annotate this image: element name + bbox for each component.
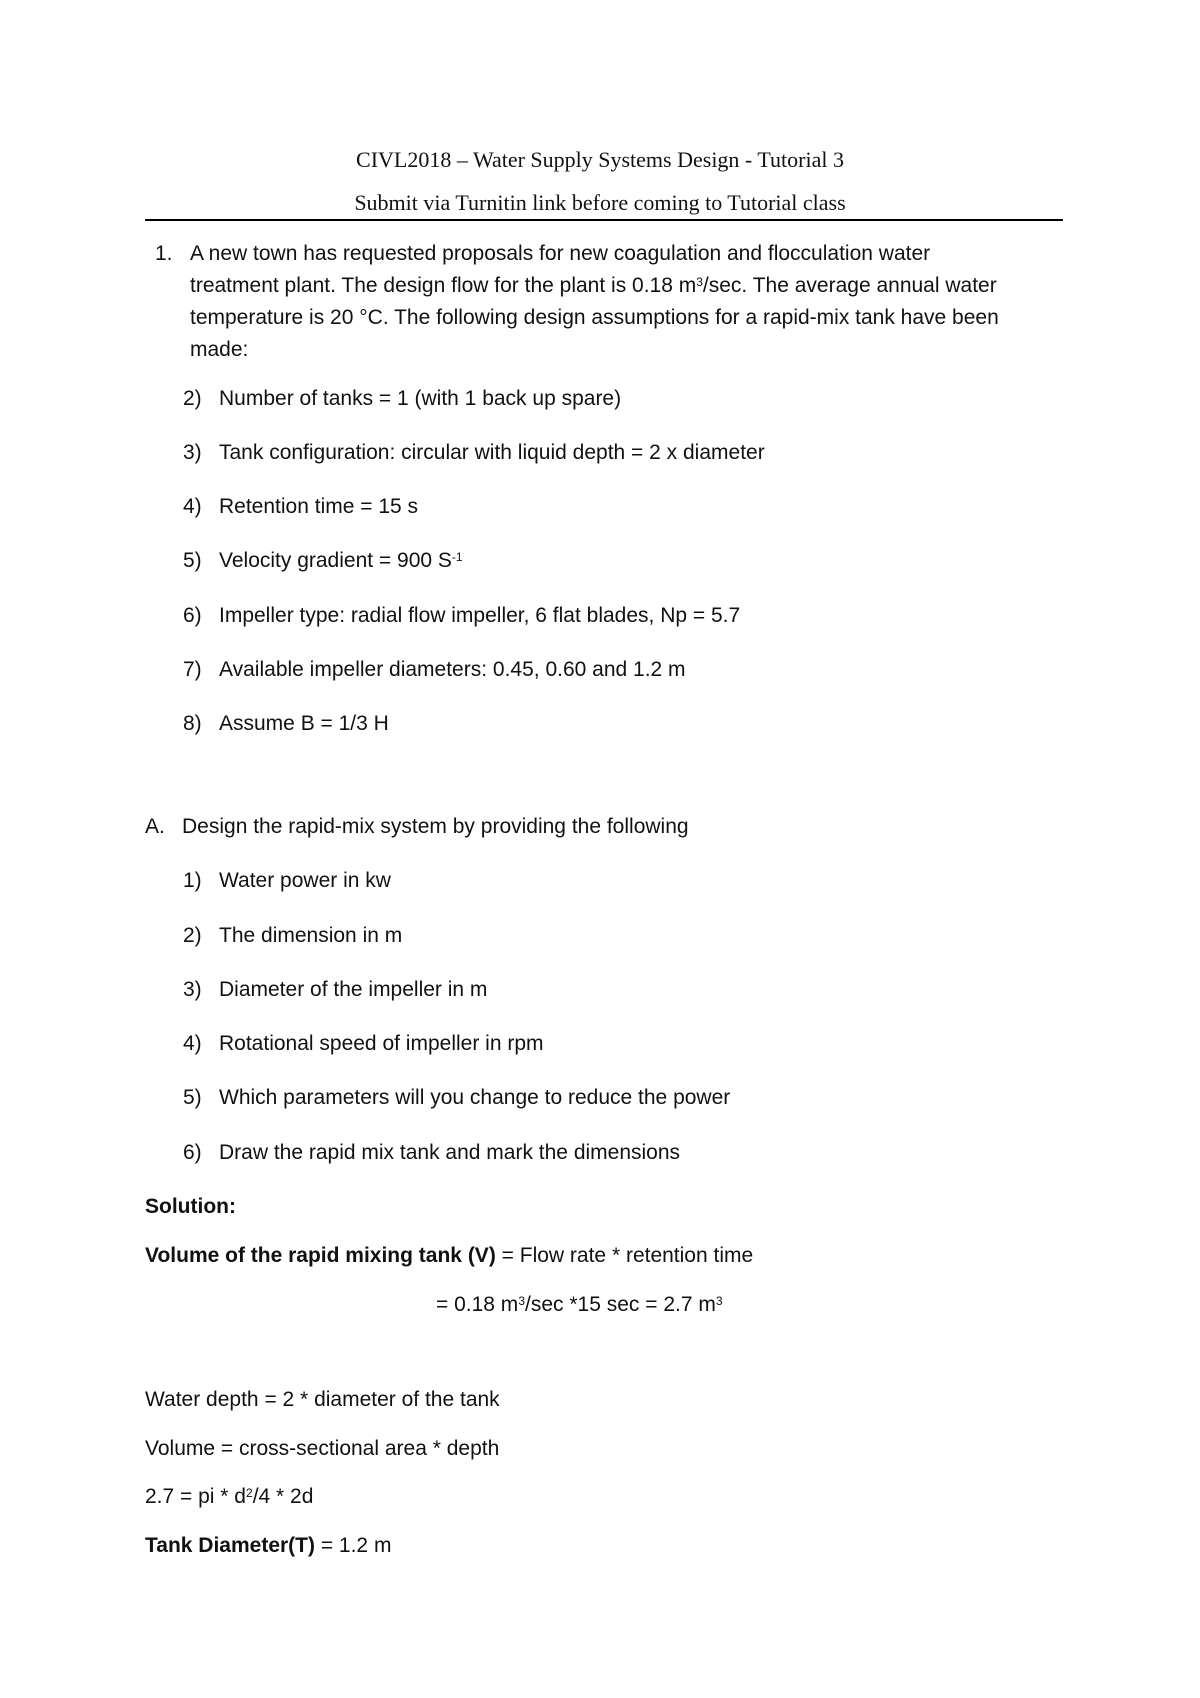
part-a-text: Design the rapid-mix system by providing the following (182, 815, 689, 838)
header-rule (145, 219, 1063, 221)
part-a-label: A. (145, 815, 165, 838)
solution-volume-calc: = 0.18 $m^3/\sec$ *15 sec = 2.7 $m^3$ (436, 1293, 723, 1316)
solution-diameter-line: Tank Diameter(T) = 1.2 m (145, 1534, 392, 1557)
solution-equation: 2.7 = pi * $d^2/4 * 2d$ (145, 1485, 314, 1508)
question-number: 1. (155, 242, 173, 265)
question-line-3: temperature is 20 °C. The following design assumptions for a rapid-mix tank have been (190, 306, 999, 329)
document-page: CIVL2018 – Water Supply Systems Design - Tutorial 3 Submit via Turnitin link before coming to Tutorial class 1. A new town has requested proposals for new coagulation and flocculation water treatment plant. The design flow for the plant is 0.18 $m^3/\sec$. The average annual water temperature is 20 °C. The following design assumptions for a rapid-mix tank have been made: 2) Number of tanks = 1 (with 1 back up spare) 3) Tank configuration: circular with liquid depth = 2 x diameter 4) Retention time = 15 s 5) Velocity gradient = 900 $S^{-1}$ 6) Impeller type: radial flow impeller, 6 flat blades, Np = 5.7 7) Available impeller diameters: 0.45, 0.60 and 1.2 m 8) Assume B = 1/3 H A. Design the rapid-mix system by providing the following 1) Water power in kw 2) The dimension in m 3) Diameter of the impeller in m 4) Rotational speed of impeller in rpm 5) Which parameters will you change to reduce the power 6) Draw the rapid mix tank and mark the dimensions Solution: Volume of the rapid mixing tank (V) = Flow rate * retention time = 0.18 $m^3/\sec$ *15 sec = 2.7 $m^3$ Water depth = 2 * diameter of the tank Volume = cross-sectional area * depth 2.7 = pi * $d^2/4 * 2d$ Tank Diameter(T) = 1.2 m (0, 0, 1200, 1698)
document-title: CIVL2018 – Water Supply Systems Design - Tutorial 3 (356, 147, 844, 172)
solution-depth-line: Water depth = 2 * diameter of the tank (145, 1388, 500, 1411)
solution-volume-line: Volume of the rapid mixing tank (V) = Flow rate * retention time (145, 1244, 754, 1267)
solution-heading: Solution: (145, 1195, 236, 1218)
document-subtitle: Submit via Turnitin link before coming to Tutorial class (354, 190, 846, 215)
question-line-2: treatment plant. The design flow for the plant is 0.18 $m^3/\sec$. The average annual water (190, 274, 997, 297)
solution-volume-eq: Volume = cross-sectional area * depth (145, 1437, 500, 1460)
question-line-4: made: (190, 338, 249, 361)
question-line-1: A new town has requested proposals for new coagulation and flocculation water (190, 242, 931, 265)
